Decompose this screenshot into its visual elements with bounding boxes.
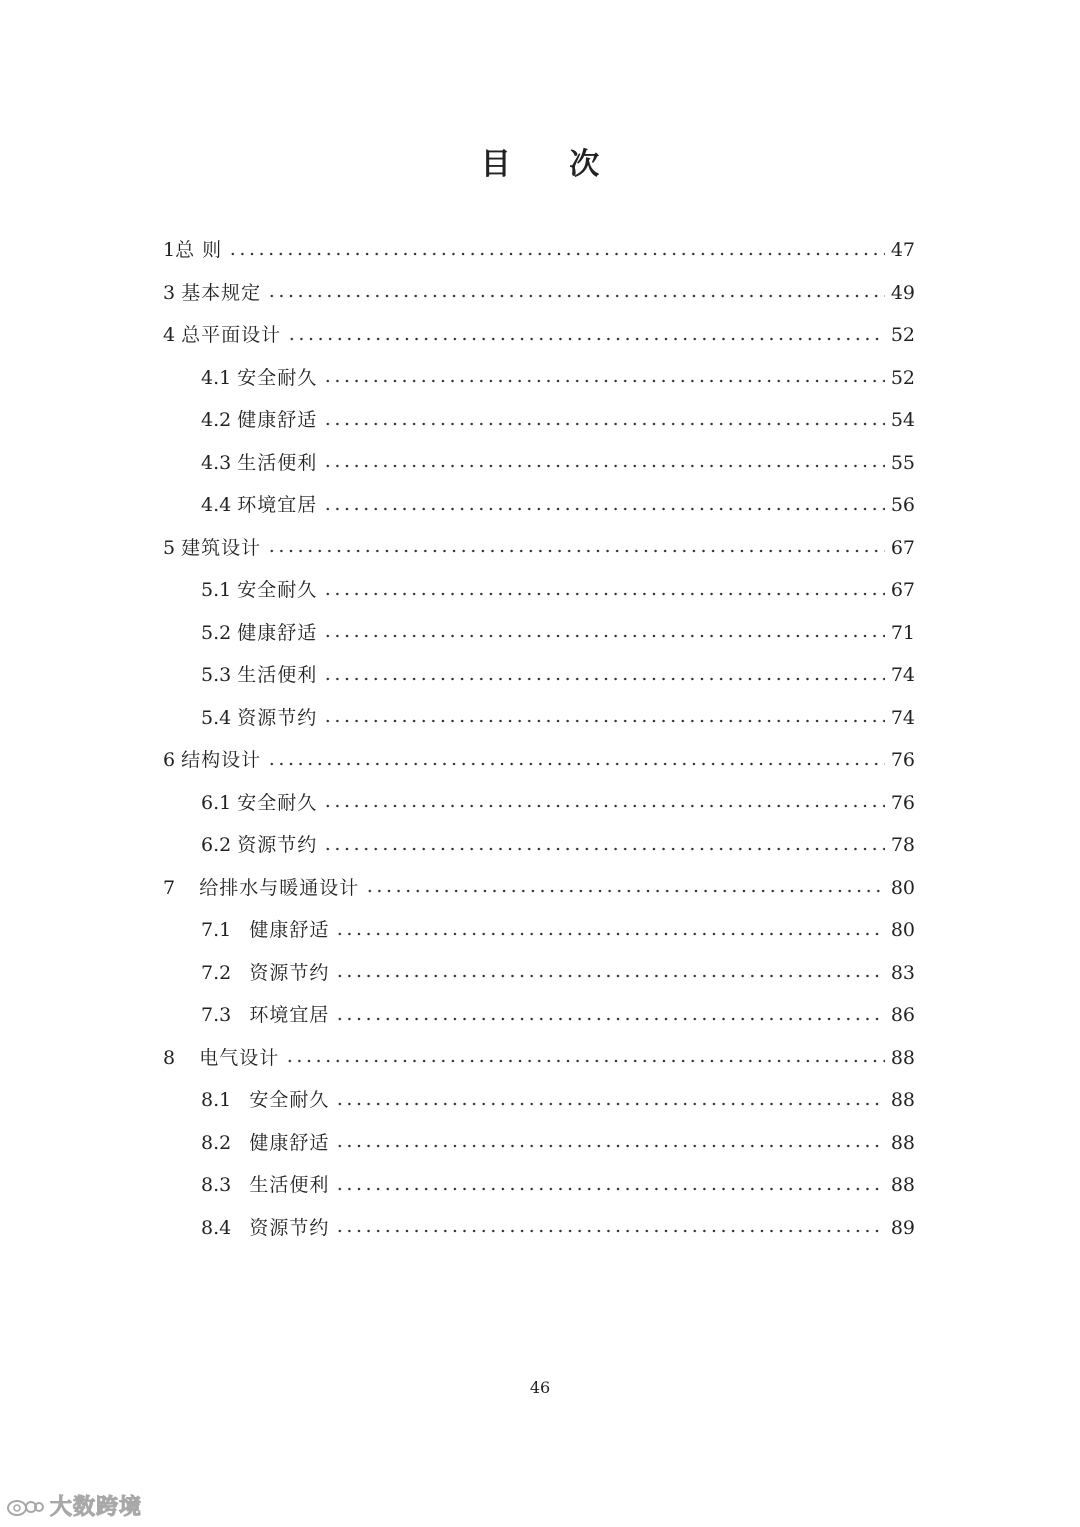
toc-entry-number: 1 xyxy=(163,239,176,261)
toc-entry-title: 环境宜居 xyxy=(237,494,318,516)
toc-dot-leader xyxy=(365,887,885,895)
toc-entry-spacer xyxy=(231,1164,249,1207)
toc-entry-page: 74 xyxy=(890,664,915,686)
toc-entry-title: 生活便利 xyxy=(249,1174,330,1196)
toc-subsection-entry[interactable] xyxy=(163,782,915,825)
toc-entry-page: 78 xyxy=(890,834,915,856)
toc-entry-page: 71 xyxy=(890,621,915,644)
toc-entry-title: 资源节约 xyxy=(237,834,318,856)
toc-entry-page: 80 xyxy=(890,876,915,899)
toc-entry-number: 8 xyxy=(163,1046,176,1069)
toc-entry-page: 76 xyxy=(890,791,915,814)
toc-dot-leader xyxy=(335,1227,884,1235)
toc-dot-leader xyxy=(323,420,885,428)
toc-entry-page: 47 xyxy=(890,239,915,261)
toc-subsection-entry[interactable] xyxy=(163,569,915,612)
toc-entry-number: 7.1 xyxy=(201,919,232,941)
toc-entry-number: 4 xyxy=(163,324,176,346)
toc-entry-title: 资源节约 xyxy=(249,961,330,984)
toc-subsection-entry[interactable] xyxy=(163,824,915,867)
toc-entry-page: 52 xyxy=(890,324,915,346)
toc-entry-title: 总 则 xyxy=(175,239,223,261)
toc-entry-page: 67 xyxy=(890,579,915,601)
toc-dot-leader xyxy=(335,1015,884,1023)
toc-dot-leader xyxy=(335,1185,884,1193)
toc-entry-number: 7.3 xyxy=(201,1004,232,1026)
toc-entry-title: 生活便利 xyxy=(237,451,318,474)
toc-dot-leader xyxy=(323,802,885,810)
toc-dot-leader xyxy=(323,845,885,853)
toc-entry-spacer xyxy=(231,1207,249,1250)
toc-entry-title: 给排水与暖通设计 xyxy=(199,876,360,899)
toc-dot-leader xyxy=(267,292,885,300)
toc-entry-number: 7.2 xyxy=(201,961,232,984)
toc-subsection-entry[interactable] xyxy=(163,399,915,442)
toc-entry-page: 76 xyxy=(890,749,915,771)
toc-entry-title: 健康舒适 xyxy=(249,919,330,941)
toc-entry-title: 健康舒适 xyxy=(249,1131,330,1154)
toc-entry-page: 67 xyxy=(890,536,915,559)
toc-subsection-entry[interactable] xyxy=(163,484,915,527)
page-title: 目 次 xyxy=(480,147,624,182)
toc-dot-leader xyxy=(323,505,885,513)
toc-dot-leader xyxy=(323,377,885,385)
toc-entry-number: 8.1 xyxy=(201,1089,232,1111)
toc-entry-title: 安全耐久 xyxy=(249,1089,330,1111)
toc-entry-spacer xyxy=(231,952,249,995)
toc-entry-page: 49 xyxy=(890,281,915,304)
toc-subsection-entry[interactable] xyxy=(163,1079,915,1122)
toc-entry-spacer xyxy=(231,1079,249,1122)
toc-subsection-entry[interactable] xyxy=(163,952,915,995)
toc-entry-number: 7 xyxy=(163,876,176,899)
page-number: 46 xyxy=(529,1378,551,1397)
toc-entry-number: 4.4 xyxy=(201,494,232,516)
toc-entry-number: 5.4 xyxy=(201,706,232,729)
toc-entry-number: 4.3 xyxy=(201,451,232,474)
toc-entry-title: 安全耐久 xyxy=(237,366,318,389)
watermark xyxy=(6,1490,142,1521)
toc-entry-title: 健康舒适 xyxy=(237,621,318,644)
toc-dot-leader xyxy=(323,675,885,683)
toc-entry-page: 83 xyxy=(890,961,915,984)
toc-subsection-entry[interactable] xyxy=(163,612,915,655)
toc-entry-page: 54 xyxy=(890,409,915,431)
toc-entry-title: 安全耐久 xyxy=(237,791,318,814)
toc-dot-leader xyxy=(267,760,885,768)
toc-entry-page: 88 xyxy=(890,1131,915,1154)
toc-entry-spacer xyxy=(231,909,249,952)
toc-entry-number: 8.2 xyxy=(201,1131,232,1154)
toc-entry-title: 安全耐久 xyxy=(237,579,318,601)
toc-entry-title: 生活便利 xyxy=(237,664,318,686)
toc-entry-number: 6 xyxy=(163,749,176,771)
toc-subsection-entry[interactable] xyxy=(163,994,915,1037)
toc-chapter-entry[interactable] xyxy=(163,272,915,315)
toc-subsection-entry[interactable] xyxy=(163,654,915,697)
toc-entry-number: 5 xyxy=(163,536,176,559)
toc-subsection-entry[interactable] xyxy=(163,357,915,400)
toc-entry-page: 89 xyxy=(890,1216,915,1239)
toc-dot-leader xyxy=(323,717,885,725)
toc-chapter-entry[interactable] xyxy=(163,314,915,357)
toc-subsection-entry[interactable] xyxy=(163,909,915,952)
toc-subsection-entry[interactable] xyxy=(163,1122,915,1165)
toc-entry-page: 56 xyxy=(890,494,915,516)
toc-dot-leader xyxy=(335,972,884,980)
toc-chapter-entry[interactable] xyxy=(163,739,915,782)
toc-entry-page: 88 xyxy=(890,1046,915,1069)
toc-dot-leader xyxy=(323,632,885,640)
toc-chapter-entry[interactable] xyxy=(163,1037,915,1080)
toc-entry-title: 结构设计 xyxy=(181,749,262,771)
toc-entry-title: 资源节约 xyxy=(249,1216,330,1239)
toc-entry-number: 5.1 xyxy=(201,579,232,601)
toc-chapter-entry[interactable] xyxy=(163,229,915,272)
toc-entry-number: 5.2 xyxy=(201,621,232,644)
toc-entry-spacer xyxy=(231,1122,249,1165)
toc-entry-title: 总平面设计 xyxy=(181,324,282,346)
toc-entry-number: 6.2 xyxy=(201,834,232,856)
toc-entry-number: 8.3 xyxy=(201,1174,232,1196)
toc-dot-leader xyxy=(285,1057,885,1065)
toc-dot-leader xyxy=(335,1100,884,1108)
toc-entry-page: 88 xyxy=(890,1174,915,1196)
toc-dot-leader xyxy=(323,462,885,470)
toc-entry-number: 3 xyxy=(163,281,176,304)
toc-entry-number: 6.1 xyxy=(201,791,232,814)
toc-entry-title: 基本规定 xyxy=(181,281,262,304)
toc-entry-spacer xyxy=(175,1037,199,1080)
toc-dot-leader xyxy=(267,547,885,555)
watermark-text: 大数跨境 xyxy=(50,1495,143,1520)
toc-entry-page: 80 xyxy=(890,919,915,941)
toc-chapter-entry[interactable] xyxy=(163,527,915,570)
weibo-logo-icon xyxy=(6,1495,44,1517)
table-of-contents xyxy=(163,229,915,1249)
toc-entry-page: 86 xyxy=(890,1004,915,1026)
toc-dot-leader xyxy=(287,335,885,343)
toc-dot-leader xyxy=(323,590,885,598)
toc-entry-title: 健康舒适 xyxy=(237,409,318,431)
toc-entry-spacer xyxy=(231,994,249,1037)
toc-entry-title: 环境宜居 xyxy=(249,1004,330,1026)
toc-dot-leader xyxy=(228,250,885,258)
toc-entry-page: 55 xyxy=(890,451,915,474)
toc-subsection-entry[interactable] xyxy=(163,1207,915,1250)
toc-entry-title: 资源节约 xyxy=(237,706,318,729)
toc-entry-number: 4.2 xyxy=(201,409,232,431)
toc-entry-number: 8.4 xyxy=(201,1216,232,1239)
toc-entry-title: 电气设计 xyxy=(199,1046,280,1069)
toc-entry-number: 5.3 xyxy=(201,664,232,686)
toc-entry-page: 74 xyxy=(890,706,915,729)
toc-entry-page: 52 xyxy=(890,366,915,389)
toc-dot-leader xyxy=(335,1142,884,1150)
toc-entry-page: 88 xyxy=(890,1089,915,1111)
toc-entry-number: 4.1 xyxy=(201,366,232,389)
toc-subsection-entry[interactable] xyxy=(163,697,915,740)
toc-entry-title: 建筑设计 xyxy=(181,536,262,559)
toc-dot-leader xyxy=(335,930,884,938)
toc-subsection-entry[interactable] xyxy=(163,1164,915,1207)
toc-entry-spacer xyxy=(175,867,199,910)
toc-chapter-entry[interactable] xyxy=(163,867,915,910)
toc-subsection-entry[interactable] xyxy=(163,442,915,485)
